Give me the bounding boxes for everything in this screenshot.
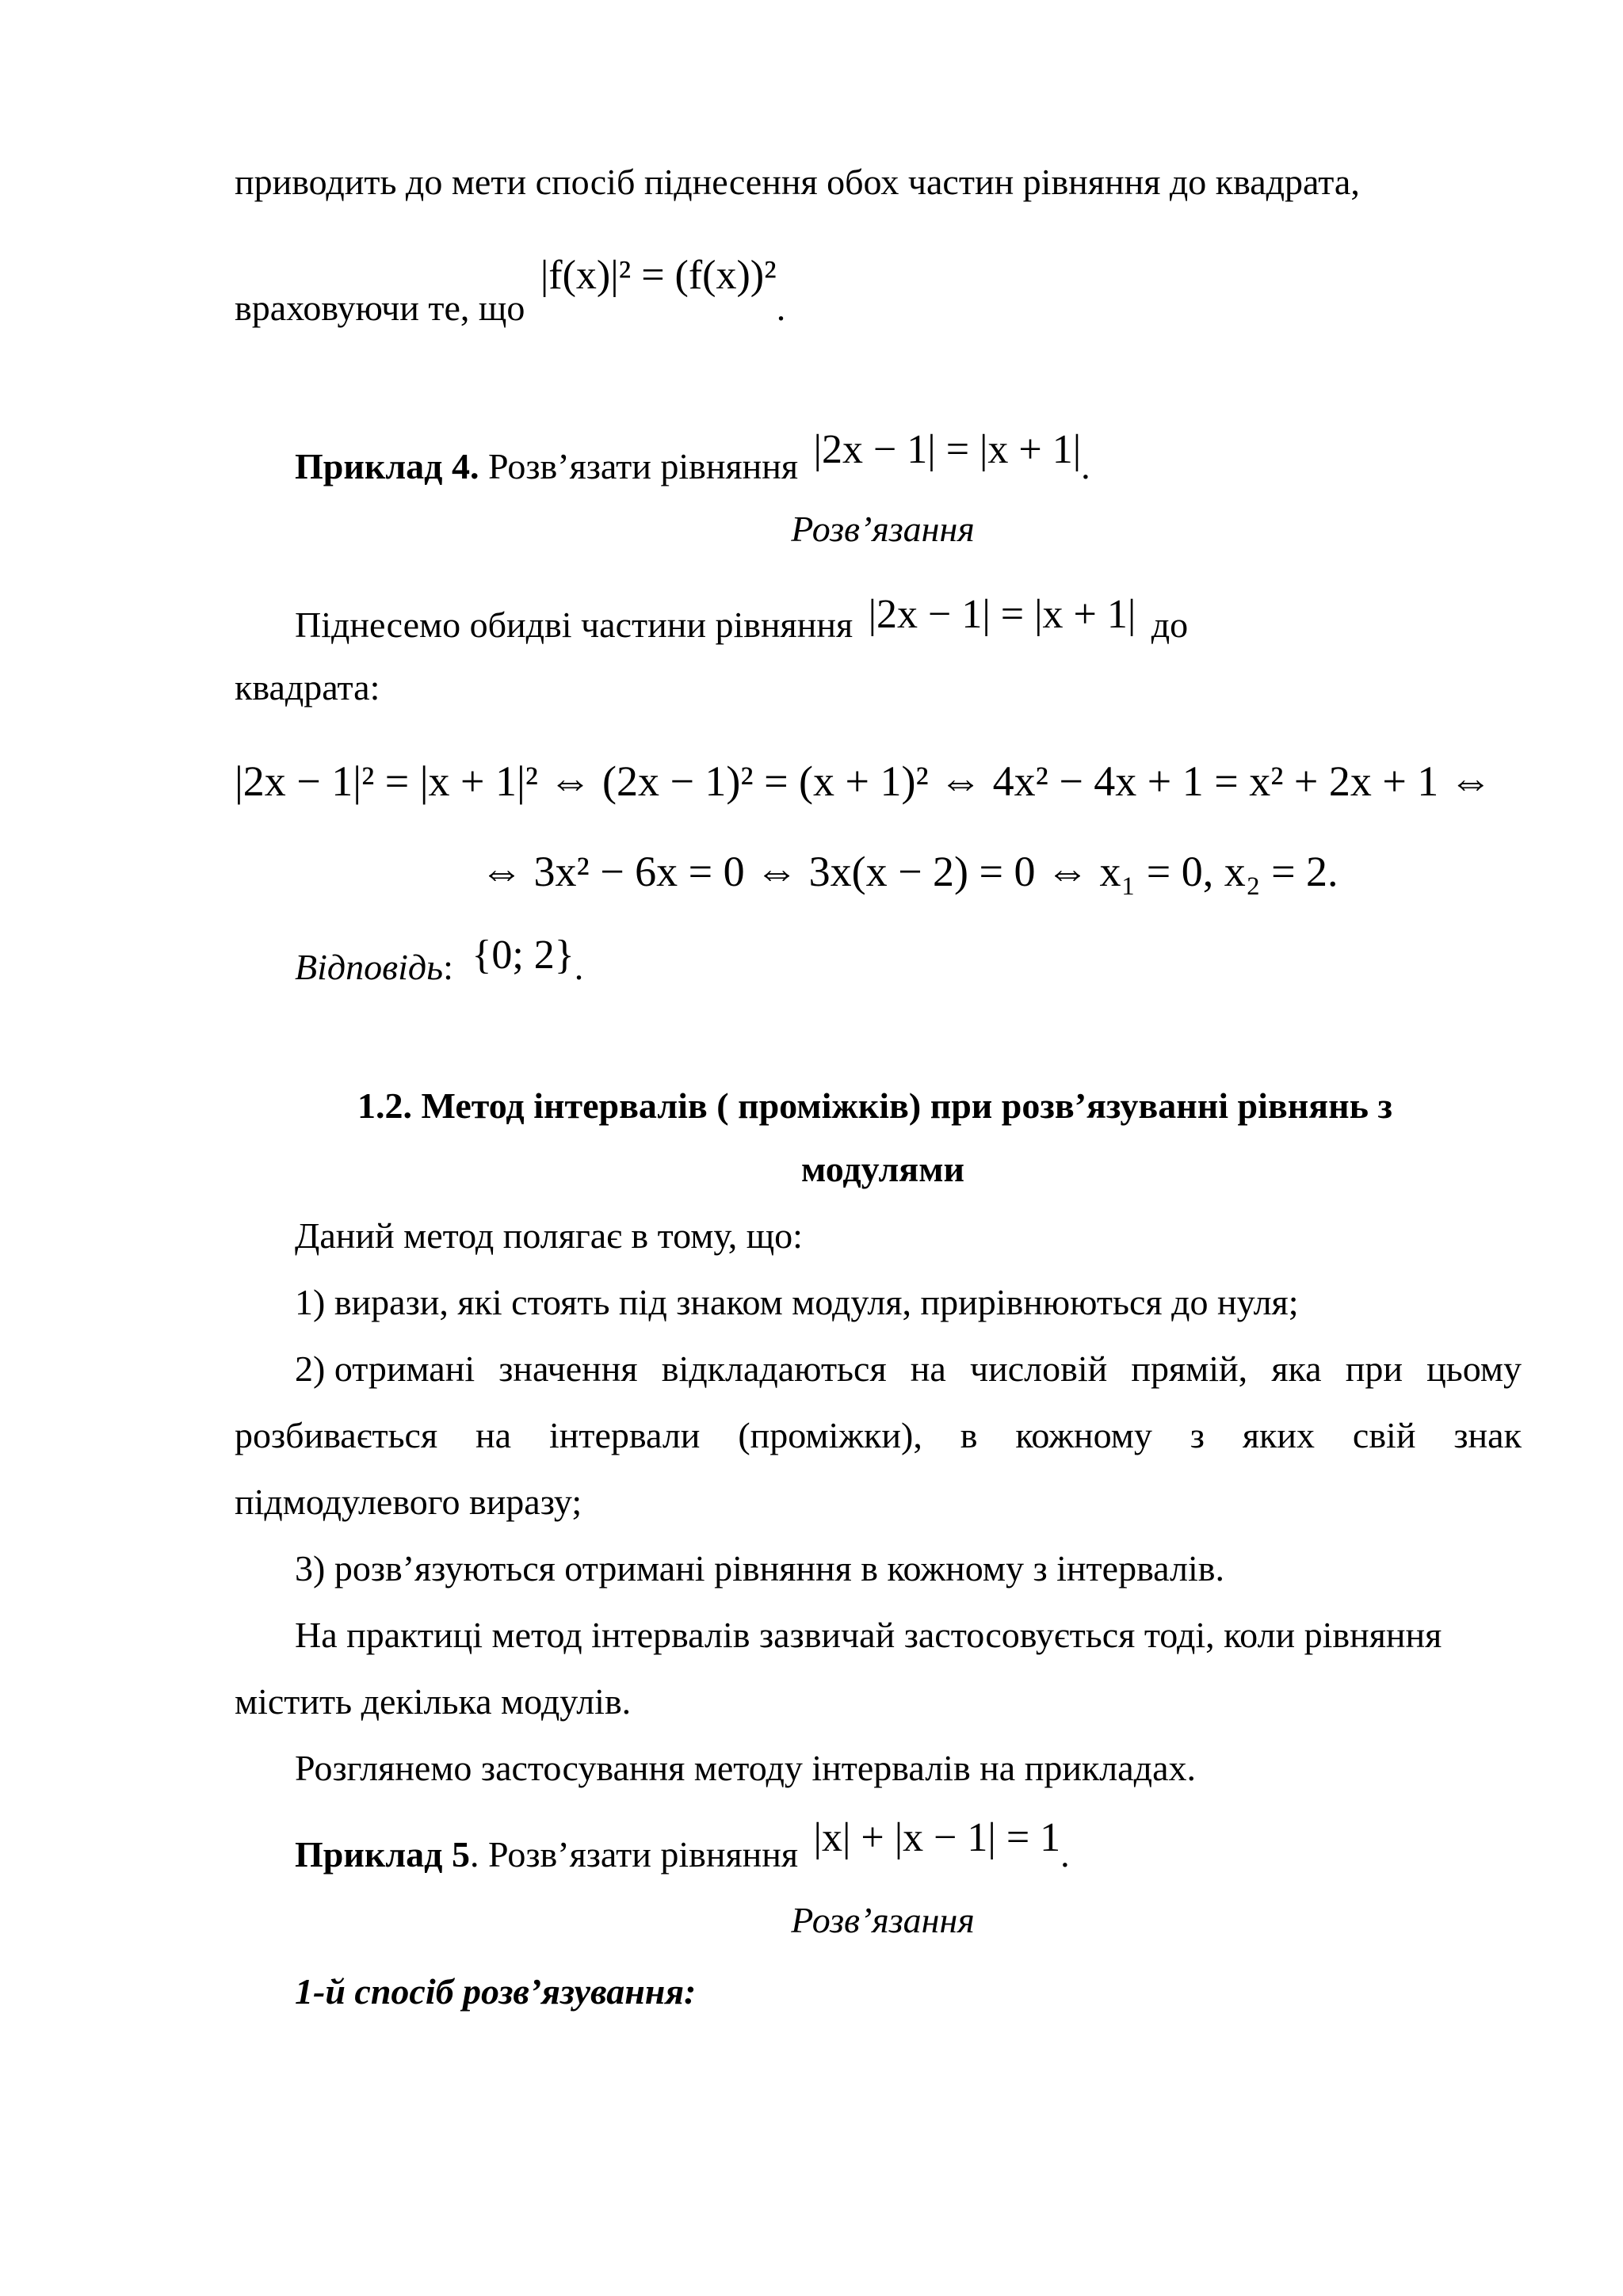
example-4-line [295, 427, 1090, 490]
solution-heading [0, 505, 1623, 553]
equation-line-2: ⇔ 3x² − 6x = 0 ⇔ 3x(x − 2) = 0 ⇔ x₁ = 0, x₂ = 2. [480, 848, 1338, 895]
formula-equation: |2x − 1| = |x + 1| [813, 427, 1082, 472]
section-title [0, 1146, 1623, 1193]
word: яких [1242, 1415, 1315, 1455]
example-label: Приклад 5 [295, 1834, 470, 1875]
text: . [1060, 1834, 1070, 1875]
text: : [443, 947, 453, 987]
word: розбивається [235, 1415, 438, 1455]
text: до [1151, 605, 1189, 645]
paragraph-line: квадрата: [235, 667, 380, 707]
paragraph-line: Розглянемо застосування методу інтервалів на прикладах. [295, 1748, 1196, 1788]
word: відкладаються [661, 1348, 887, 1389]
formula-equation: |x| + |x − 1| = 1 [813, 1815, 1061, 1860]
solution-heading-text: Розв’язання [791, 509, 975, 549]
word: в [960, 1415, 978, 1455]
paragraph-line [235, 253, 786, 332]
solution-heading [0, 1897, 1623, 1944]
text: . [574, 947, 584, 987]
word: інтервали [548, 1415, 701, 1455]
word: з [1190, 1415, 1205, 1455]
word: свій [1352, 1415, 1416, 1455]
word: 2) отримані [295, 1348, 475, 1389]
text: . [1081, 446, 1090, 486]
paragraph-line: На практиці метод інтервалів зазвичай застосовується тоді, коли рівняння [295, 1615, 1442, 1655]
word: на [910, 1348, 946, 1389]
text: Розв’язати рівняння [487, 446, 799, 486]
list-item-justified [295, 1345, 1522, 1393]
text: . [776, 288, 786, 328]
word: знак [1453, 1415, 1522, 1455]
word: яка [1271, 1348, 1322, 1389]
word: при [1345, 1348, 1403, 1389]
answer-value: {0; 2} [472, 933, 575, 978]
word: на [475, 1415, 512, 1455]
paragraph-line [295, 592, 1189, 649]
word: (проміжки), [738, 1415, 922, 1455]
formula-abs-square: |f(x)|² = (f(x))² [540, 253, 777, 298]
example-label: Приклад 4. [295, 446, 479, 486]
example-5-line [295, 1815, 1070, 1878]
answer-label: Відповідь [295, 947, 444, 987]
section-title [0, 1082, 1623, 1130]
paragraph-line: приводить до мети спосіб піднесення обох частин рівняння до квадрата, [235, 162, 1360, 202]
text: Піднесемо обидві частини рівняння [295, 605, 854, 645]
formula-equation: |2x − 1| = |x + 1| [868, 592, 1136, 637]
word: кожному [1015, 1415, 1152, 1455]
paragraph-line: підмодулевого виразу; [235, 1482, 582, 1522]
section-title-text: модулями [800, 1149, 965, 1189]
method-heading-text: 1-й спосіб розв’язування: [295, 1971, 697, 2012]
method-heading [295, 1968, 696, 2016]
word: значення [498, 1348, 638, 1389]
list-item: 3) розв’язуються отримані рівняння в кожному з інтервалів. [295, 1548, 1224, 1589]
answer-line [295, 933, 584, 991]
text: . Розв’язати рівняння [469, 1834, 799, 1875]
solution-heading-text: Розв’язання [791, 1900, 975, 1940]
paragraph-line-justified [235, 1412, 1522, 1459]
equation-line-1: |2x − 1|² = |x + 1|² ⇔ (2x − 1)² = (x + 1)² ⇔ 4x² − 4x + 1 = x² + 2x + 1 ⇔ [235, 757, 1492, 805]
list-item: 1) вирази, які стоять під знаком модуля, прирівнюються до нуля; [295, 1282, 1299, 1322]
word: числовій [969, 1348, 1108, 1389]
word: цьому [1426, 1348, 1522, 1389]
paragraph-line: містить декілька модулів. [235, 1681, 632, 1722]
section-title-text: 1.2. Метод інтервалів ( проміжків) при розв’язуванні рівнянь з [357, 1085, 1392, 1126]
word: прямій, [1131, 1348, 1248, 1389]
paragraph-line: Даний метод полягає в тому, що: [295, 1215, 803, 1256]
text: враховуючи те, що [235, 288, 525, 328]
